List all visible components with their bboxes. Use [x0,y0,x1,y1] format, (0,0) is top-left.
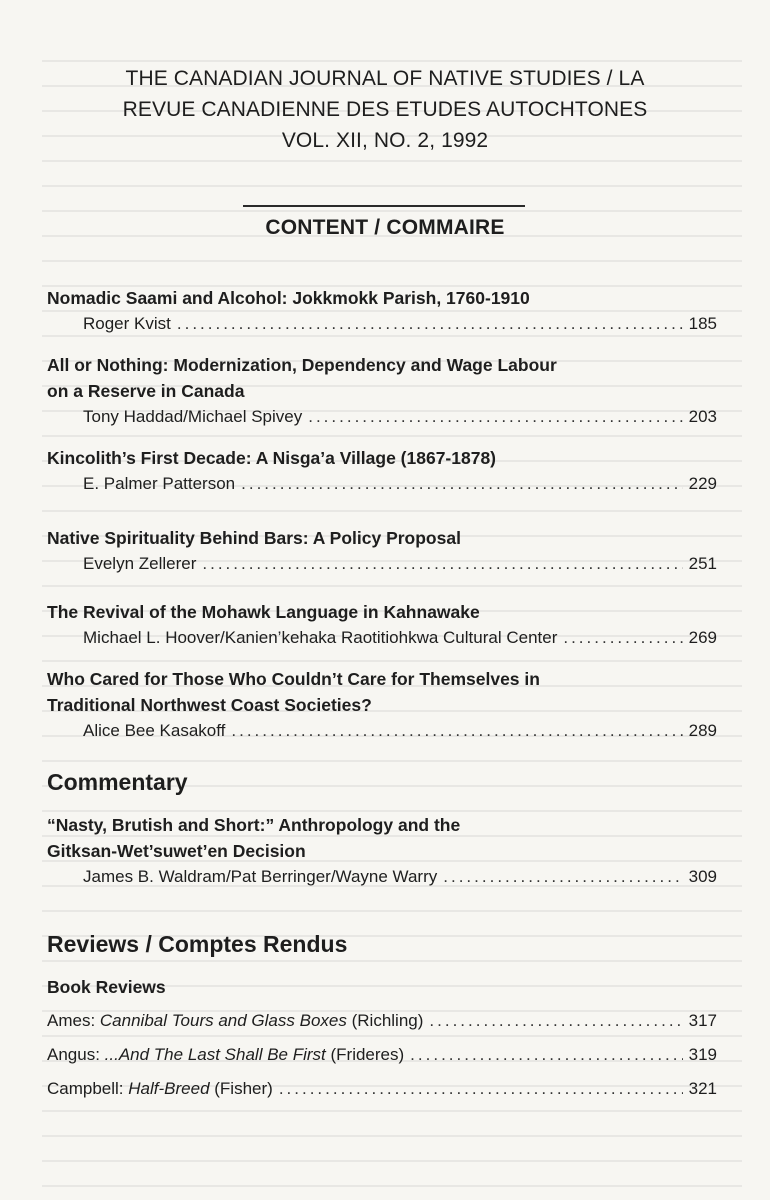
article-page: 185 [688,314,717,333]
reviews-heading: Reviews / Comptes Rendus [47,931,348,957]
contents-title: CONTENT / COMMAIRE [265,216,505,239]
article-title: Nomadic Saami and Alcohol: Jokkmokk Parish, 1760-1910 [47,288,530,308]
review-author: Campbell: [47,1079,129,1098]
toc-entry [47,352,717,430]
dot-leader [202,551,682,577]
article-title-cont: on a Reserve in Canada [47,381,245,401]
article-author: Michael L. Hoover/Kanien’kehaka Raotitiohkwa Cultural Center [83,628,558,647]
review-book-title: ...And The Last Shall Be First [104,1045,326,1064]
article-byline [83,718,717,744]
review-book-title: Cannibal Tours and Glass Boxes [99,1011,347,1030]
toc-entry [47,812,717,890]
journal-header [0,63,770,156]
toc-entry [47,666,717,744]
journal-title-line-2: REVUE CANADIENNE DES ETUDES AUTOCHTONES [122,98,648,121]
dot-leader [410,1038,682,1072]
commentary-author: James B. Waldram/Pat Berringer/Wayne Warry [83,867,438,886]
commentary-page: 309 [688,867,717,886]
review-item [47,1072,717,1106]
article-author: Evelyn Zellerer [83,554,197,573]
journal-title-line-1: THE CANADIAN JOURNAL OF NATIVE STUDIES / LA [125,67,645,90]
review-reviewer: (Richling) [346,1011,424,1030]
commentary-title-cont: Gitksan-Wet’suwet’en Decision [47,841,306,861]
commentary-title: “Nasty, Brutish and Short:” Anthropology and the [47,815,461,835]
article-title: All or Nothing: Modernization, Dependency and Wage Labour [47,355,557,375]
review-page: 319 [688,1045,717,1064]
article-page: 229 [688,474,717,493]
article-title: The Revival of the Mohawk Language in Kahnawake [47,602,480,622]
article-title-cont: Traditional Northwest Coast Societies? [47,695,372,715]
toc-entry [47,599,717,651]
dot-leader [443,864,682,890]
review-item [47,1038,717,1072]
review-page: 317 [688,1011,717,1030]
review-reviewer: (Frideres) [325,1045,405,1064]
article-page: 269 [688,628,717,647]
article-title: Kincolith’s First Decade: A Nisga’a Village (1867-1878) [47,448,497,468]
article-page: 251 [688,554,717,573]
toc-entry [47,285,717,337]
article-title: Native Spirituality Behind Bars: A Policy Proposal [47,528,461,548]
commentary-heading: Commentary [47,769,188,795]
review-author: Angus: [47,1045,105,1064]
header-divider [243,205,525,207]
article-byline [83,625,717,651]
article-byline [83,311,717,337]
article-author: Alice Bee Kasakoff [83,721,226,740]
article-byline [83,471,717,497]
article-author: E. Palmer Patterson [83,474,236,493]
article-byline [83,551,717,577]
dot-leader [563,625,682,651]
table-of-contents [47,285,717,1106]
review-item [47,1004,717,1038]
article-title: Who Cared for Those Who Couldn’t Care for Themselves in [47,669,540,689]
article-page: 203 [688,407,717,426]
article-page: 289 [688,721,717,740]
toc-entry [47,445,717,497]
review-author: Ames: [47,1011,100,1030]
review-page: 321 [688,1079,717,1098]
dot-leader [241,471,683,497]
dot-leader [429,1004,682,1038]
dot-leader [231,718,682,744]
commentary-byline [83,864,717,890]
journal-volume: VOL. XII, NO. 2, 1992 [281,129,489,152]
book-reviews-subheading: Book Reviews [47,977,166,997]
toc-entry [47,525,717,577]
review-book-title: Half-Breed [128,1079,210,1098]
dot-leader [279,1072,683,1106]
article-author: Tony Haddad/Michael Spivey [83,407,303,426]
dot-leader [177,311,683,337]
dot-leader [308,404,682,430]
article-byline [83,404,717,430]
review-reviewer: (Fisher) [209,1079,273,1098]
article-author: Roger Kvist [83,314,171,333]
